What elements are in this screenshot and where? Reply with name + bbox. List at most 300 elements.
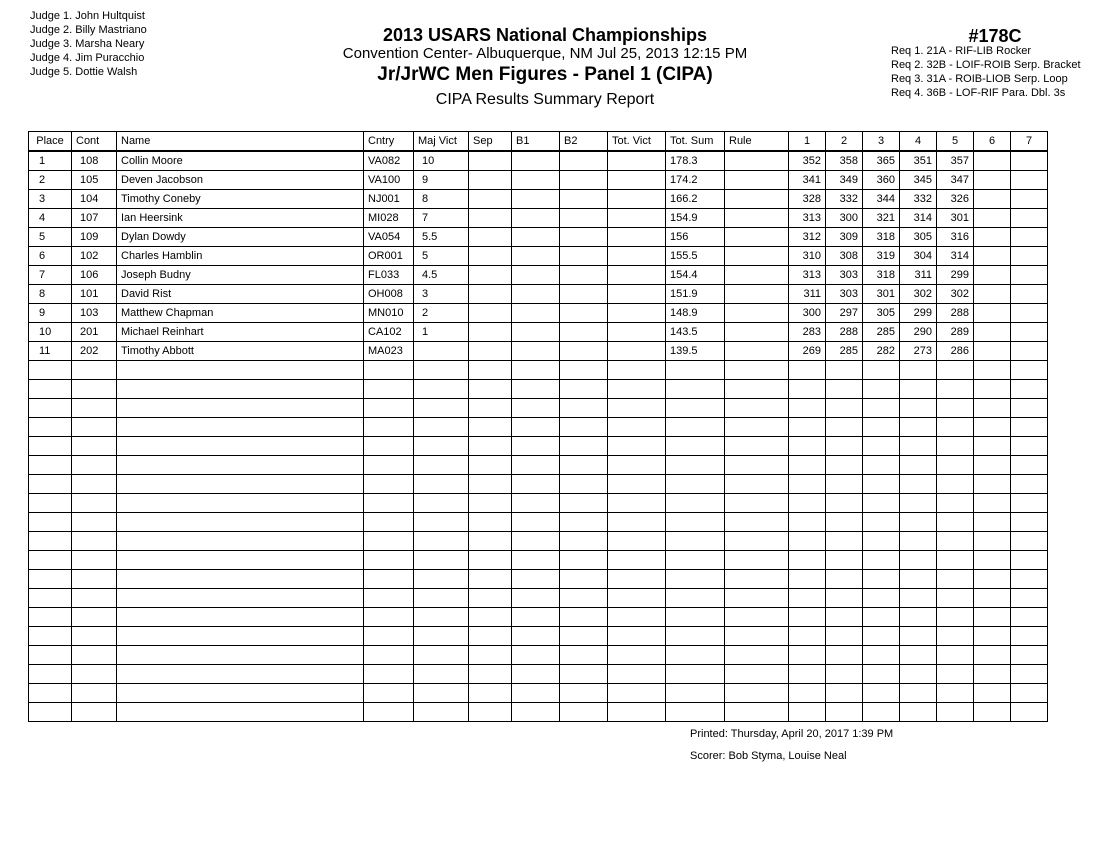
judge: Judge 2. Billy Mastriano [30,24,147,36]
table-cell [117,551,364,570]
table-cell [900,513,937,532]
report-title: 2013 USARS National Championships [382,25,708,45]
table-cell [725,475,789,494]
table-row [29,209,1048,228]
table-cell [937,475,974,494]
table-cell [560,171,608,190]
table-cell [469,665,512,684]
table-cell [469,190,512,209]
table-cell [414,608,469,627]
table-cell [937,570,974,589]
table-cell: 308 [826,247,863,266]
table-cell [725,266,789,285]
table-cell: Charles Hamblin [117,247,364,266]
table-cell [1011,703,1048,722]
table-cell [789,627,826,646]
table-cell [512,456,560,475]
table-cell: 155.5 [666,247,725,266]
table-cell: VA054 [364,228,414,247]
table-cell [364,608,414,627]
table-cell [560,190,608,209]
table-cell [937,703,974,722]
table-row [29,151,1048,171]
table-row [29,513,1048,532]
table-cell [560,323,608,342]
table-cell [974,247,1011,266]
table-cell [469,494,512,513]
table-cell [469,342,512,361]
table-cell [560,342,608,361]
table-cell [974,437,1011,456]
table-cell [974,646,1011,665]
table-cell [608,418,666,437]
table-cell [725,304,789,323]
table-cell [1011,304,1048,323]
table-cell [469,323,512,342]
requirement: Req 2. 32B - LOIF-ROIB Serp. Bracket [891,59,1081,71]
table-cell [414,551,469,570]
table-cell [512,646,560,665]
table-cell: MN010 [364,304,414,323]
table-cell [937,494,974,513]
table-cell [512,399,560,418]
table-cell [469,551,512,570]
table-row [29,532,1048,551]
table-cell [469,475,512,494]
column-header: Cont [72,132,117,152]
table-cell [512,684,560,703]
table-cell: 304 [900,247,937,266]
column-header: 2 [826,132,863,152]
table-cell [29,380,72,399]
table-cell [1011,323,1048,342]
table-row [29,342,1048,361]
table-cell [117,513,364,532]
table-cell: 300 [826,209,863,228]
table-cell [826,684,863,703]
table-cell [725,665,789,684]
table-cell: MA023 [364,342,414,361]
table-cell [826,532,863,551]
table-cell [29,703,72,722]
table-cell [608,475,666,494]
table-cell [608,627,666,646]
table-row [29,475,1048,494]
table-cell [974,209,1011,228]
table-cell [974,323,1011,342]
table-cell: 178.3 [666,151,725,171]
report-subtitle: CIPA Results Summary Report [435,91,655,108]
table-cell [560,513,608,532]
table-cell [608,285,666,304]
table-cell: 321 [863,209,900,228]
table-cell: 347 [937,171,974,190]
table-cell [469,589,512,608]
table-cell [117,665,364,684]
table-cell [29,475,72,494]
table-cell [974,380,1011,399]
table-cell: 101 [72,285,117,304]
table-cell [414,627,469,646]
table-cell: Timothy Abbott [117,342,364,361]
table-cell [364,570,414,589]
table-cell [512,570,560,589]
table-cell [512,380,560,399]
table-cell: 314 [937,247,974,266]
table-cell [560,285,608,304]
column-header: Maj Vict [414,132,469,152]
column-header: 4 [900,132,937,152]
table-cell [725,171,789,190]
table-cell [414,513,469,532]
table-cell [469,703,512,722]
table-cell [72,418,117,437]
table-row [29,285,1048,304]
judge: Judge 1. John Hultquist [30,10,145,22]
table-cell: 174.2 [666,171,725,190]
table-row [29,247,1048,266]
table-cell: 9 [414,171,469,190]
table-cell [974,551,1011,570]
table-cell [1011,437,1048,456]
table-cell [725,551,789,570]
table-cell [29,399,72,418]
table-cell [900,665,937,684]
table-cell [72,684,117,703]
table-cell [1011,646,1048,665]
table-cell [560,475,608,494]
table-cell [512,532,560,551]
column-header: 7 [1011,132,1048,152]
table-cell [512,418,560,437]
table-row [29,171,1048,190]
table-cell [937,418,974,437]
table-cell [72,646,117,665]
table-cell [364,494,414,513]
table-cell [364,703,414,722]
table-cell [608,247,666,266]
table-cell [666,494,725,513]
table-cell [666,665,725,684]
table-cell [560,418,608,437]
table-cell: 108 [72,151,117,171]
table-cell [608,456,666,475]
table-cell: 107 [72,209,117,228]
table-cell [863,608,900,627]
table-cell [725,190,789,209]
table-cell: 345 [900,171,937,190]
table-cell [937,627,974,646]
table-cell [364,361,414,380]
table-cell [725,399,789,418]
table-cell [937,399,974,418]
table-cell [1011,665,1048,684]
table-cell [900,456,937,475]
table-cell: 102 [72,247,117,266]
column-header: Place [29,132,72,152]
table-cell [789,456,826,475]
table-cell [29,551,72,570]
table-cell [863,532,900,551]
table-cell [937,361,974,380]
table-cell: 143.5 [666,323,725,342]
table-cell [725,627,789,646]
table-cell [789,703,826,722]
table-cell [974,589,1011,608]
table-cell [937,608,974,627]
table-cell: OH008 [364,285,414,304]
judges-list [30,9,147,79]
table-cell: Ian Heersink [117,209,364,228]
table-cell [608,608,666,627]
table-row [29,570,1048,589]
table-cell: 3 [29,190,72,209]
table-cell: 1 [414,323,469,342]
table-cell: 6 [29,247,72,266]
table-cell: 4.5 [414,266,469,285]
table-cell [937,437,974,456]
table-cell: Dylan Dowdy [117,228,364,247]
table-cell: NJ001 [364,190,414,209]
table-cell [900,399,937,418]
table-cell [900,684,937,703]
table-cell [900,646,937,665]
table-cell [1011,418,1048,437]
table-cell [608,703,666,722]
table-cell [974,228,1011,247]
table-cell [666,456,725,475]
table-cell [117,570,364,589]
table-cell [117,418,364,437]
table-cell [863,589,900,608]
table-cell [469,456,512,475]
table-cell [512,190,560,209]
table-cell [560,209,608,228]
table-cell: 10 [414,151,469,171]
table-cell [469,304,512,323]
table-cell [863,418,900,437]
table-cell [72,475,117,494]
table-cell [725,209,789,228]
table-cell [560,304,608,323]
table-cell [29,627,72,646]
table-row [29,494,1048,513]
table-cell [1011,151,1048,171]
table-row [29,418,1048,437]
table-cell [72,456,117,475]
table-cell [560,494,608,513]
table-cell: 352 [789,151,826,171]
table-cell [974,627,1011,646]
table-cell [1011,266,1048,285]
printed-date: Printed: Thursday, April 20, 2017 1:39 PM [690,728,894,740]
table-cell [826,361,863,380]
column-header: 3 [863,132,900,152]
table-cell [974,513,1011,532]
table-cell [666,684,725,703]
column-header: 1 [789,132,826,152]
table-cell: 301 [937,209,974,228]
table-cell [863,399,900,418]
table-cell [974,190,1011,209]
table-cell [414,494,469,513]
table-cell [826,627,863,646]
table-cell [512,171,560,190]
table-cell [826,703,863,722]
column-header: 5 [937,132,974,152]
table-cell: 286 [937,342,974,361]
table-cell: 349 [826,171,863,190]
table-cell [608,589,666,608]
table-cell: 4 [29,209,72,228]
table-cell [364,437,414,456]
judge: Judge 3. Marsha Neary [30,38,145,50]
table-cell [974,475,1011,494]
table-cell [29,418,72,437]
table-cell [900,627,937,646]
table-cell [974,456,1011,475]
table-cell [974,532,1011,551]
table-cell [608,684,666,703]
table-cell [29,608,72,627]
table-cell [789,399,826,418]
table-cell [1011,342,1048,361]
table-cell: 285 [826,342,863,361]
table-cell [900,570,937,589]
table-cell [72,627,117,646]
table-cell [414,703,469,722]
table-cell [725,646,789,665]
table-cell [666,437,725,456]
table-cell: CA102 [364,323,414,342]
table-cell [900,551,937,570]
table-cell [666,532,725,551]
table-cell [937,380,974,399]
table-cell: 303 [826,266,863,285]
table-cell [560,532,608,551]
table-cell [29,665,72,684]
table-cell [72,532,117,551]
table-cell [666,361,725,380]
table-cell [608,551,666,570]
table-cell: 166.2 [666,190,725,209]
table-cell [512,475,560,494]
table-cell: 1 [29,151,72,171]
table-cell [414,342,469,361]
table-cell [725,608,789,627]
table-cell: David Rist [117,285,364,304]
table-cell [29,532,72,551]
table-cell [469,608,512,627]
table-cell [364,684,414,703]
table-cell [469,513,512,532]
table-cell [1011,475,1048,494]
table-cell [469,361,512,380]
table-cell [974,285,1011,304]
table-cell [863,456,900,475]
table-cell [29,513,72,532]
table-cell: 309 [826,228,863,247]
table-cell [414,361,469,380]
table-cell [364,456,414,475]
table-cell [560,665,608,684]
table-cell [666,551,725,570]
table-cell [974,684,1011,703]
table-cell: 282 [863,342,900,361]
table-cell [826,456,863,475]
table-cell [826,437,863,456]
table-cell [72,703,117,722]
table-cell [900,437,937,456]
event-title: Jr/JrWC Men Figures - Panel 1 (CIPA) [377,64,713,85]
table-cell [29,646,72,665]
table-cell [560,684,608,703]
table-cell [1011,190,1048,209]
table-cell: VA100 [364,171,414,190]
table-cell: 365 [863,151,900,171]
table-cell [725,323,789,342]
table-cell: 104 [72,190,117,209]
table-cell: 139.5 [666,342,725,361]
table-cell: 288 [826,323,863,342]
table-cell [117,361,364,380]
table-cell [608,228,666,247]
table-cell [512,266,560,285]
table-row [29,589,1048,608]
table-cell [72,665,117,684]
table-cell [725,418,789,437]
table-cell [364,646,414,665]
table-cell: 301 [863,285,900,304]
table-cell [974,304,1011,323]
table-cell [72,551,117,570]
table-cell [974,608,1011,627]
table-cell [608,646,666,665]
table-cell [560,437,608,456]
table-cell [974,703,1011,722]
table-cell [725,228,789,247]
table-cell: 2 [414,304,469,323]
table-cell: 156 [666,228,725,247]
table-cell [725,247,789,266]
table-cell [826,646,863,665]
requirements-list [891,44,1081,100]
table-cell: 318 [863,228,900,247]
table-cell [608,437,666,456]
judge: Judge 4. Jim Puracchio [30,52,145,64]
table-cell [469,151,512,171]
table-row [29,228,1048,247]
table-cell [608,399,666,418]
table-cell [560,361,608,380]
table-cell [560,608,608,627]
table-cell [117,437,364,456]
table-cell [608,494,666,513]
table-cell: 328 [789,190,826,209]
table-cell: FL033 [364,266,414,285]
table-cell [863,684,900,703]
table-cell [725,285,789,304]
table-cell [937,532,974,551]
table-cell: 154.4 [666,266,725,285]
table-cell [863,570,900,589]
table-cell [1011,247,1048,266]
requirement: Req 4. 36B - LOF-RIF Para. Dbl. 3s [891,87,1066,99]
table-cell [863,703,900,722]
table-cell [666,418,725,437]
table-cell [1011,228,1048,247]
table-row [29,627,1048,646]
